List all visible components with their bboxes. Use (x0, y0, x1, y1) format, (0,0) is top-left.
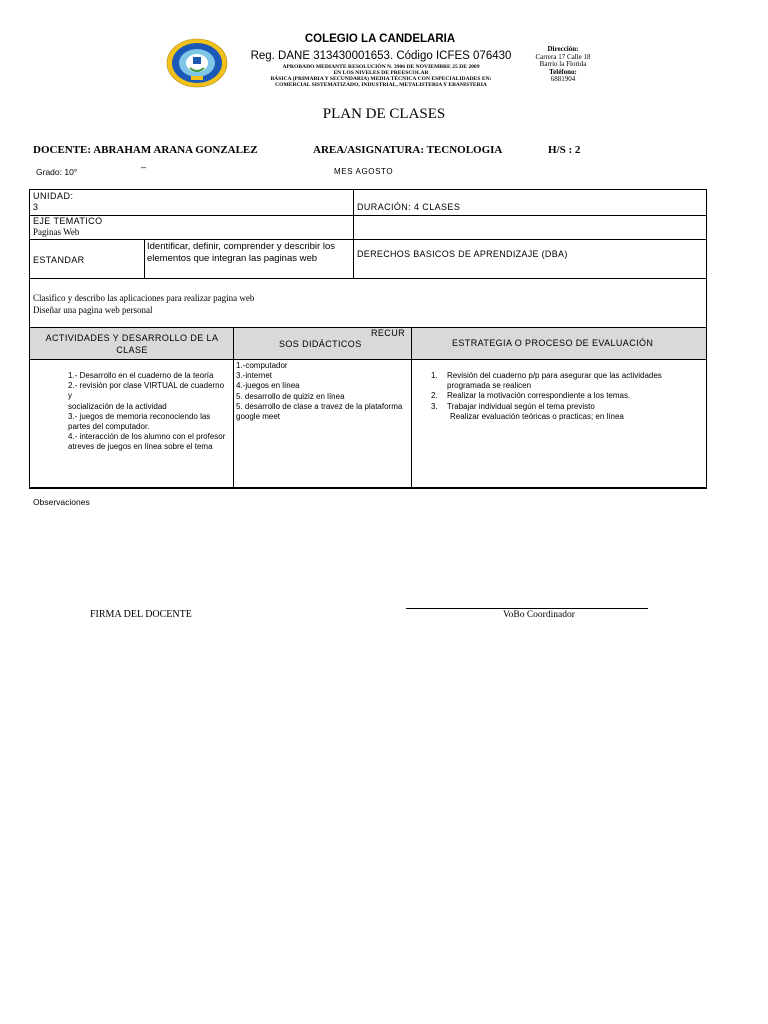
list-item: 4.-juegos en línea (236, 381, 300, 391)
grado-label: Grado: 10° (36, 167, 78, 177)
col-header-recursos-1: RECUR (371, 328, 406, 338)
table-rule-v (144, 239, 145, 278)
list-text: Revisión del cuaderno p/p para asegurar que las actividades programada se realicen (447, 371, 662, 391)
list-item: 5. desarrollo de quiziz en línea (236, 391, 345, 401)
table-rule (29, 215, 707, 216)
page-title: PLAN DE CLASES (322, 106, 446, 122)
list-item: socialización de la actividad (68, 401, 167, 411)
table-border-bottom (29, 487, 707, 489)
table-border-left (29, 189, 30, 489)
address-label: Dirección: (547, 45, 579, 53)
dba-line-2: Diseñar una pagina web personal (33, 305, 153, 315)
observaciones-label: Observaciones (33, 497, 90, 507)
list-item (431, 371, 703, 391)
recursos-list (236, 361, 408, 422)
list-number: 1. (431, 371, 438, 380)
list-item (431, 412, 703, 422)
list-text: Trabajar individual según el tema previsto (447, 401, 595, 411)
actividades-list (68, 371, 228, 453)
area-label: AREA/ASIGNATURA: TECNOLOGIA (313, 144, 503, 156)
table-rule (29, 278, 707, 279)
approval-line-3: BÁSICA (PRIMARIA Y SECUNDARIA) MEDIA TÉCNICA CON ESPECIALIDADES EN: (270, 76, 492, 82)
approval-line-1: APROBADO MEDIANTE RESOLUCIÓN N. 3906 DE NOVIEMBRE 25 DE 2009 (282, 64, 480, 70)
table-border-top (29, 189, 707, 190)
address-line-2: Barrio la Florida (539, 60, 587, 68)
vobo-coordinador-label: VoBo Coordinador (503, 610, 575, 620)
list-item: 3.- juegos de memoria reconociendo las partes del computador. (68, 411, 211, 432)
list-item: 3.-internet (236, 371, 273, 381)
list-item: 1.- Desarrollo en el cuaderno de la teoría (68, 371, 214, 380)
dba-label: DERECHOS BASICOS DE APRENDIZAJE (DBA) (357, 249, 568, 259)
school-name: COLEGIO LA CANDELARIA (304, 33, 456, 45)
docente-label: DOCENTE: ABRAHAM ARANA GONZALEZ (33, 144, 258, 156)
col-header-recursos-2: SOS DIDÁCTICOS (279, 339, 362, 349)
unidad-label: UNIDAD: (33, 191, 74, 201)
phone-label: Teléfono: (549, 67, 577, 76)
list-item: 4.- interacción de los alumno con el profesor atreves de juegos en línea sobre el tema (68, 432, 226, 452)
list-text: Realizar evaluación teóricas o practicas; en línea (450, 411, 624, 421)
table-rule-v (353, 189, 354, 278)
estrategia-list (431, 371, 703, 422)
table-rule-v (411, 327, 412, 488)
approval-line-4: COMERCIAL SISTEMATIZADO, INDUSTRIAL, METALISTERIA Y EBANISTERIA (275, 82, 487, 88)
table-rule (29, 359, 707, 360)
list-number: 2. (431, 391, 438, 401)
table-rule-v (233, 327, 234, 488)
eje-tematico-value: Paginas Web (33, 227, 80, 237)
list-item (431, 402, 703, 412)
approval-line-2: EN LOS NIVELES DE PREESCOLAR (333, 70, 429, 76)
duracion-label: DURACIÓN: 4 CLASES (357, 202, 461, 212)
list-item: 2.- revisión por clase VIRTUAL de cuaderno y (68, 381, 225, 401)
estandar-label: ESTANDAR (33, 255, 85, 265)
signature-line (406, 608, 648, 609)
address-line-1: Carrera 17 Calle 18 (535, 52, 591, 61)
table-rule (29, 327, 707, 328)
eje-tematico-label: EJE TEMATICO (33, 216, 103, 226)
table-rule (29, 239, 707, 240)
table-border-right (706, 189, 707, 489)
col-header-estrategia: ESTRATEGIA O PROCESO DE EVALUACIÓN (452, 338, 654, 348)
mes-label: MES AGOSTO (334, 167, 394, 176)
dba-line-1: Clasifico y describo las aplicaciones para realizar pagina web (33, 293, 255, 303)
list-item (431, 391, 703, 401)
list-item: 5. desarrollo de clase a travez de la plataforma google meet (236, 401, 403, 422)
address-block (524, 46, 602, 84)
list-text: Realizar la motivación correspondiente a los temas. (447, 391, 631, 401)
hs-label: H/S : 2 (548, 144, 581, 156)
col-header-actividades: ACTIVIDADES Y DESARROLLO DE LA CLASE (45, 333, 219, 355)
list-number (431, 412, 450, 422)
list-item: 1.-computador (236, 361, 288, 370)
firma-docente-label: FIRMA DEL DOCENTE (90, 609, 192, 620)
unidad-value: 3 (33, 202, 39, 212)
school-logo (166, 38, 228, 88)
phone-number: 6881904 (550, 75, 576, 83)
dash-mark: _ (141, 158, 147, 168)
estandar-value: Identificar, definir, comprender y describir los elementos que integran las paginas web (147, 241, 335, 264)
list-number: 3. (431, 401, 438, 411)
registration-line: Reg. DANE 313430001653. Código ICFES 076430 (250, 50, 512, 62)
